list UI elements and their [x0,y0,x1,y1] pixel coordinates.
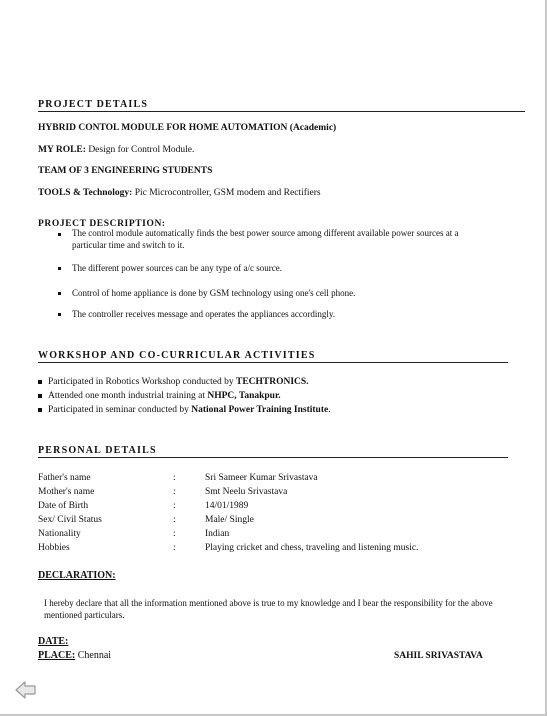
workshop-bullet-3 [38,408,42,412]
my-role-label: MY ROLE: [38,145,86,155]
personal-label-hobbies: Hobbies [38,543,70,553]
project-title [38,122,336,134]
description-item-3: Control of home appliance is done by GSM technology using one's cell phone. [72,288,356,298]
workshop-item-2 [48,390,281,402]
workshop-item-3 [48,404,331,416]
personal-label-status: Sex/ Civil Status [38,515,102,525]
personal-value-nationality: Indian [205,529,230,539]
place-line [38,650,111,662]
workshop-item-3-after: . [328,405,331,415]
personal-colon-status: : [173,515,176,525]
workshop-heading: WORKSHOP AND CO-CURRICULAR ACTIVITIES [38,350,316,361]
signature-name: SAHIL SRIVASTAVA [394,651,483,661]
bullet-4 [58,313,61,316]
description-item-2: The different power sources can be any type of a/c source. [72,263,282,273]
bullet-3 [58,292,61,295]
project-details-heading: PROJECT DETAILS [38,99,149,110]
personal-colon-mother: : [173,487,176,497]
back-arrow-icon[interactable] [14,680,38,700]
project-details-rule [38,111,525,112]
personal-colon-hobbies: : [173,543,176,553]
project-title-text: HYBRID CONTOL MODULE FOR HOME AUTOMATION [38,123,288,133]
tools-value: Pic Microcontroller, GSM modem and Rectifiers [134,188,321,198]
place-value: Chennai [77,650,112,661]
personal-label-nationality: Nationality [38,529,81,539]
workshop-rule [38,362,508,363]
declaration-heading: DECLARATION: [38,570,116,581]
description-item-1: The control module automatically finds the best power source among different available power sources at a particular time and switch to it. [72,228,459,250]
personal-colon-father: : [173,473,176,483]
personal-value-hobbies: Playing cricket and chess, traveling and listening music. [205,543,419,553]
workshop-item-2-text: Attended one month industrial training at [48,391,205,401]
project-description-heading: PROJECT DESCRIPTION: [38,219,166,229]
workshop-item-1 [48,376,309,388]
bullet-2 [58,267,61,270]
personal-colon-dob: : [173,501,176,511]
place-label: PLACE: [38,650,76,661]
declaration-text: I hereby declare that all the information mentioned above is true to my knowledge and I bear the responsibility for the above mentioned particulars. [44,598,493,620]
description-item-4: The controller receives message and operates the appliances accordingly. [72,309,336,319]
personal-label-mother: Mother's name [38,487,95,497]
workshop-item-1-bold: TECHTRONICS. [235,377,309,387]
workshop-item-1-text: Participated in Robotics Workshop conducted by [48,377,234,387]
workshop-item-3-bold: National Power Training Institute [191,405,329,415]
personal-value-dob: 14/01/1989 [205,501,249,511]
date-label: DATE: [38,636,69,647]
project-title-suffix: (Academic) [289,123,337,133]
personal-value-status: Male/ Single [205,515,254,525]
workshop-item-2-bold: NHPC, Tanakpur. [207,391,281,401]
personal-colon-nationality: : [173,529,176,539]
personal-value-father: Sri Sameer Kumar Srivastava [205,473,318,483]
tools-label: TOOLS & Technology: [38,188,133,198]
workshop-item-3-text: Participated in seminar conducted by [48,405,189,415]
workshop-bullet-1 [38,380,42,384]
personal-details-heading: PERSONAL DETAILS [38,445,157,456]
personal-details-rule [38,457,508,458]
personal-label-father: Father's name [38,473,91,483]
workshop-bullet-2 [38,394,42,398]
personal-value-mother: Smt Neelu Srivastava [205,487,288,497]
tools-line [38,187,321,199]
my-role [38,144,194,156]
bullet-1 [58,233,61,236]
team-line: TEAM OF 3 ENGINEERING STUDENTS [38,166,213,176]
my-role-value: Design for Control Module. [88,145,195,155]
personal-label-dob: Date of Birth [38,501,89,511]
